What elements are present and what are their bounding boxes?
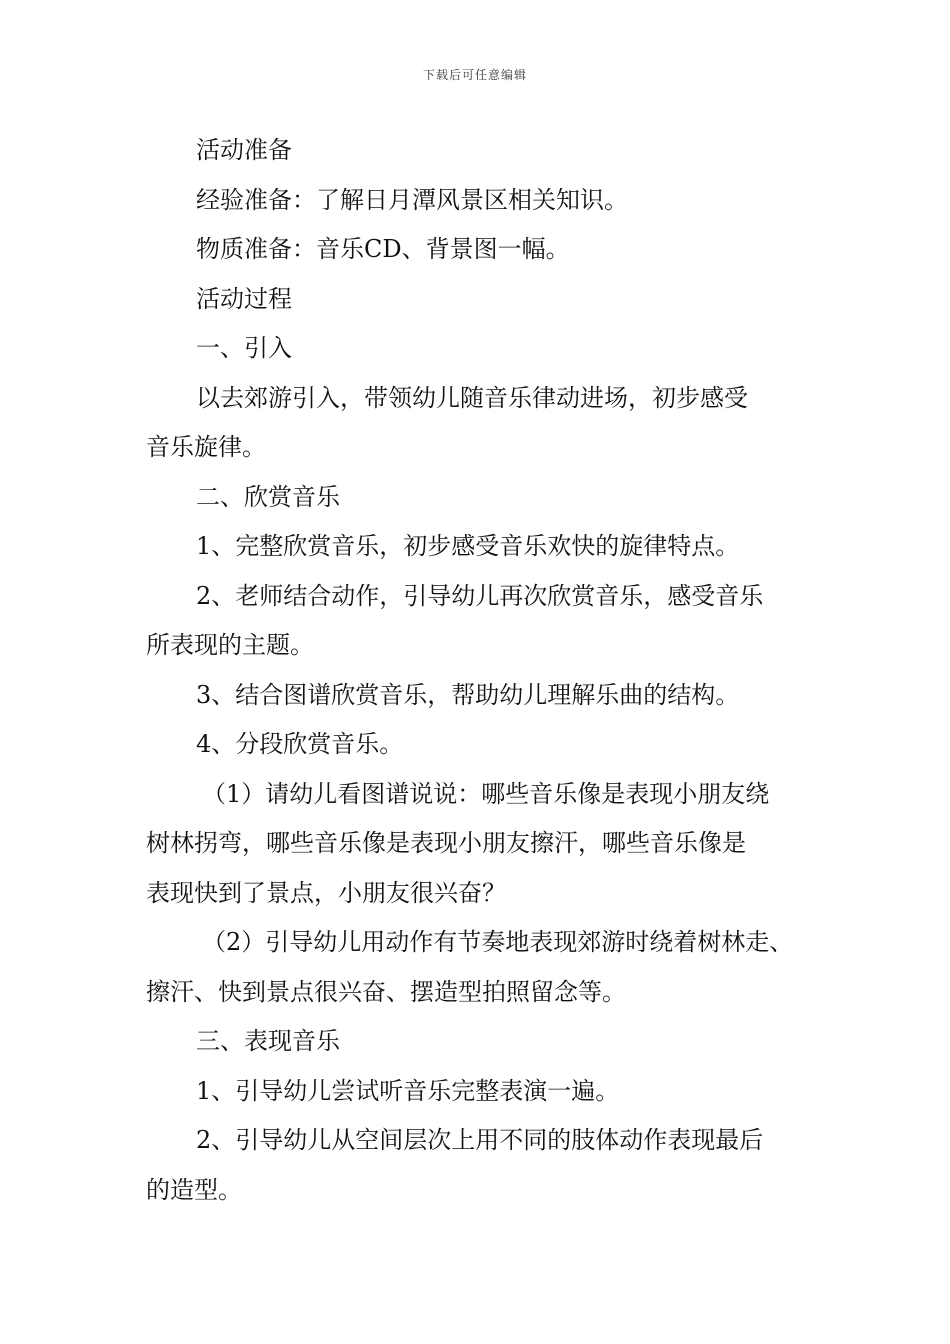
page-header: 下载后可任意编辑: [422, 68, 527, 82]
section-heading-process: 活动过程: [196, 284, 292, 313]
sub-list-item: （1）请幼儿看图谱说说：哪些音乐像是表现小朋友绕: [202, 779, 770, 808]
paragraph-line: 所表现的主题。: [146, 631, 314, 659]
list-item: 2、引导幼儿从空间层次上用不同的肢体动作表现最后: [196, 1126, 764, 1154]
step-heading-introduction: 一、引入: [196, 334, 292, 362]
experience-preparation: 经验准备：了解日月潭风景区相关知识。: [196, 185, 628, 214]
list-item: 3、结合图谱欣赏音乐，帮助幼儿理解乐曲的结构。: [196, 680, 740, 709]
paragraph-line: 树林拐弯，哪些音乐像是表现小朋友擦汗，哪些音乐像是: [146, 829, 746, 857]
paragraph-line: 擦汗、快到景点很兴奋、摆造型拍照留念等。: [146, 977, 626, 1006]
document-body: [146, 126, 826, 1215]
step-heading-appreciation: 二、欣赏音乐: [196, 482, 340, 511]
paragraph-line: 的造型。: [146, 1175, 242, 1204]
list-item: 1、引导幼儿尝试听音乐完整表演一遍。: [196, 1076, 620, 1105]
sub-list-item: （2）引导幼儿用动作有节奏地表现郊游时绕着树林走、: [202, 928, 794, 956]
paragraph-line: 表现快到了景点，小朋友很兴奋？: [146, 878, 506, 907]
paragraph-line: 以去郊游引入，带领幼儿随音乐律动进场，初步感受: [196, 383, 748, 412]
step-heading-performance: 三、表现音乐: [196, 1027, 340, 1055]
material-preparation: 物质准备：音乐CD、背景图一幅。: [196, 235, 570, 263]
section-heading-preparation: 活动准备: [196, 136, 292, 164]
list-item: 4、分段欣赏音乐。: [196, 730, 404, 758]
list-item: 1、完整欣赏音乐，初步感受音乐欢快的旋律特点。: [196, 532, 740, 560]
list-item: 2、老师结合动作，引导幼儿再次欣赏音乐，感受音乐: [196, 581, 764, 610]
paragraph-line: 音乐旋律。: [146, 433, 266, 461]
